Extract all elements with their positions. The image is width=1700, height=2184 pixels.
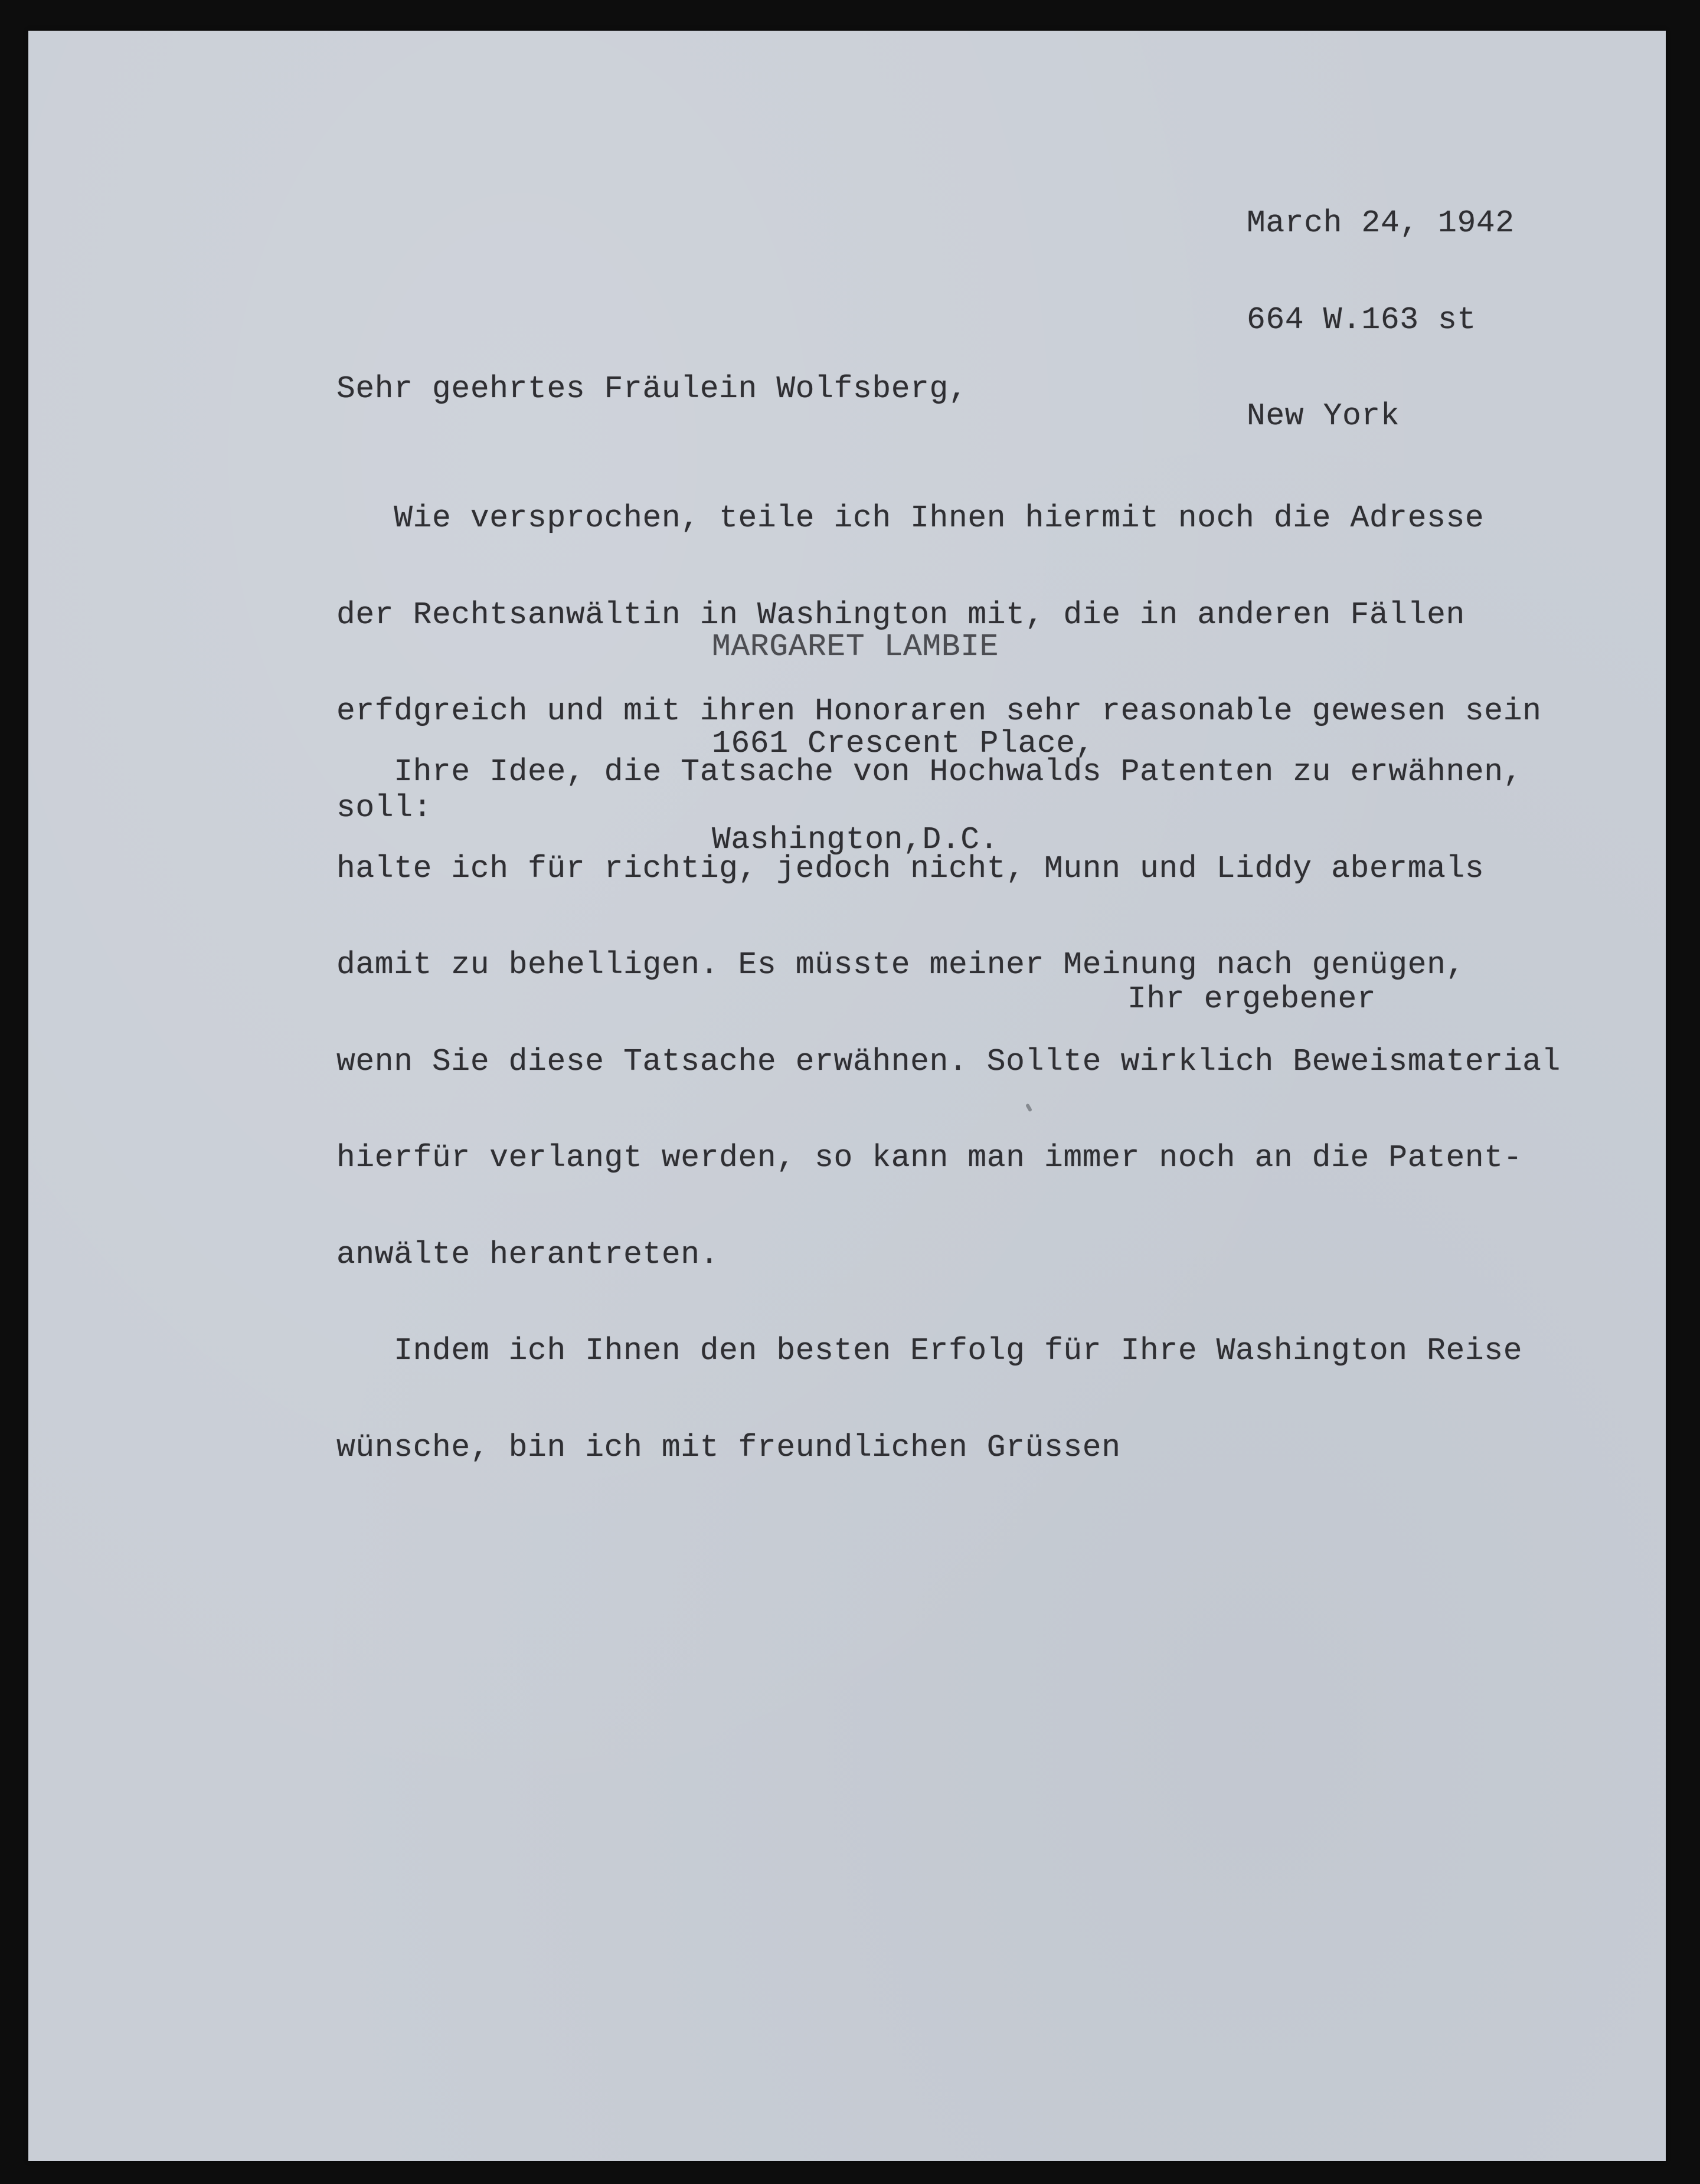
salutation: Sehr geehrtes Fräulein Wolfsberg, <box>336 371 968 407</box>
address-name: MARGARET LAMBIE <box>712 629 999 664</box>
paragraph-1-line: Wie versprochen, teile ich Ihnen hiermit noch die Adresse <box>336 500 1485 536</box>
closing: Ihr ergebener <box>1127 981 1377 1017</box>
address-city: Washington,D.C. <box>712 822 999 857</box>
paragraph-2-line: hierfür verlangt werden, so kann man immer noch an die Patent- <box>336 1140 1523 1176</box>
paragraph-2-line: Ihre Idee, die Tatsache von Hochwalds Patenten zu erwähnen, <box>336 754 1523 790</box>
paragraph-2-line: wünsche, bin ich mit freundlichen Grüssen <box>336 1429 1121 1465</box>
paragraph-2-line: damit zu behelligen. Es müsste meiner Meinung nach genügen, <box>336 947 1465 983</box>
address-street: 1661 Crescent Place, <box>712 725 1095 761</box>
paragraph-1-line: soll: <box>336 790 433 826</box>
paragraph-2 <box>336 692 1561 1528</box>
paragraph-2-line: anwälte herantreten. <box>336 1236 720 1272</box>
paragraph-2-line: halte ich für richtig, jedoch nicht, Munn und Liddy abermals <box>336 850 1485 886</box>
paragraph-1-line: erfdgreich und mit ihren Honoraren sehr reasonable gewesen sein <box>336 693 1542 729</box>
letter-sheet <box>28 31 1666 2161</box>
paragraph-1-line: der Rechtsanwältin in Washington mit, die in anderen Fällen <box>336 597 1465 633</box>
paragraph-2-line: wenn Sie diese Tatsache erwähnen. Sollte wirklich Beweismaterial <box>336 1043 1561 1079</box>
header-street: 664 W.163 st <box>1247 302 1476 338</box>
header-date: March 24, 1942 <box>1247 205 1515 241</box>
header-city: New York <box>1247 398 1400 434</box>
paragraph-2-line: Indem ich Ihnen den besten Erfolg für Ihre Washington Reise <box>336 1333 1523 1368</box>
